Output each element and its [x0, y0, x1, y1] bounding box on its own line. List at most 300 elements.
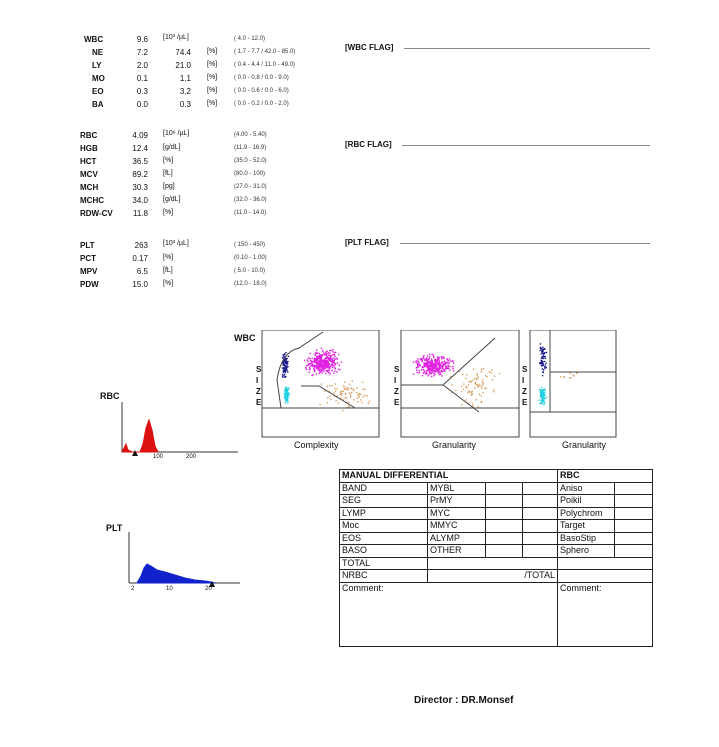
debris-dot — [539, 389, 540, 390]
neutrophil-dot — [452, 368, 453, 369]
eos-dot — [472, 405, 473, 406]
rbc-histogram — [118, 400, 240, 462]
eos-dot — [483, 368, 484, 369]
rbc-param-unit: [10⁶ /µL] — [163, 130, 190, 137]
neutrophil-dot — [428, 374, 429, 375]
neutrophil-dot — [427, 361, 428, 362]
eos-dot — [364, 395, 365, 396]
neutrophil-dot — [439, 372, 440, 373]
eos-dot — [477, 384, 478, 385]
eos-dot — [491, 372, 492, 373]
debris-dot — [284, 390, 285, 391]
baso-dot — [544, 361, 545, 362]
eos-dot — [478, 376, 479, 377]
eos-dot — [481, 386, 482, 387]
neutrophil-dot — [430, 365, 431, 366]
eos-dot — [463, 389, 464, 390]
ne-pct-unit: [%] — [207, 48, 218, 55]
eos-dot — [345, 388, 346, 389]
neutrophil-dot — [446, 367, 447, 368]
debris-dot — [287, 400, 288, 401]
neutrophil-dot — [332, 349, 333, 350]
neutrophil-dot — [321, 365, 322, 366]
eos-dot — [481, 369, 482, 370]
neutrophil-dot — [441, 371, 442, 372]
baso-dot — [541, 353, 542, 354]
neutrophil-dot — [433, 357, 434, 358]
rbc-param-label: RBC — [80, 131, 98, 140]
eos-dot — [340, 391, 341, 392]
rbc-cell[interactable] — [615, 482, 653, 495]
neutrophil-dot — [307, 365, 308, 366]
neutrophil-dot — [316, 362, 317, 363]
debris-dot — [288, 388, 289, 389]
eos-dot — [471, 395, 472, 396]
neutrophil-dot — [440, 374, 441, 375]
neutrophil-dot — [433, 370, 434, 371]
neutrophil-dot — [447, 364, 448, 365]
eos-dot — [360, 399, 361, 400]
neutrophil-dot — [335, 368, 336, 369]
eo-label: EO — [92, 87, 104, 96]
eos-dot — [466, 374, 467, 375]
manual-differential-table — [339, 469, 653, 647]
lymph-dot — [286, 363, 287, 364]
neutrophil-dot — [310, 366, 311, 367]
lymph-dot — [285, 352, 286, 353]
baso-dot — [540, 348, 541, 349]
neutrophil-dot — [318, 369, 319, 370]
size-axis-3 — [522, 364, 528, 408]
neutrophil-dot — [442, 365, 443, 366]
eos-dot — [481, 402, 482, 403]
eos-dot — [461, 391, 462, 392]
neutrophil-dot — [322, 354, 323, 355]
md-cell[interactable] — [486, 545, 523, 558]
lymph-dot — [288, 356, 289, 357]
neutrophil-dot — [426, 357, 427, 358]
pct-unit: [%] — [163, 254, 174, 261]
neutrophil-dot — [312, 358, 313, 359]
plt-hist-tick-10: 10 — [166, 586, 173, 592]
eos-dot — [483, 383, 484, 384]
neutrophil-dot — [334, 363, 335, 364]
eos-dot — [360, 394, 361, 395]
md-total-value[interactable] — [428, 557, 558, 570]
eos-dot — [342, 410, 343, 411]
md-cell[interactable] — [486, 495, 523, 508]
neutrophil-dot — [325, 353, 326, 354]
eos-dot — [493, 391, 494, 392]
neutrophil-dot — [437, 367, 438, 368]
eos-dot — [476, 379, 477, 380]
baso-dot — [543, 358, 544, 359]
eos-dot — [341, 394, 342, 395]
md-cell[interactable] — [523, 507, 558, 520]
md-cell[interactable] — [486, 507, 523, 520]
neutrophil-dot — [334, 360, 335, 361]
size-letter: S — [256, 365, 262, 374]
debris-dot — [540, 396, 541, 397]
neutrophil-dot — [430, 361, 431, 362]
rbc-flag-line — [402, 145, 650, 146]
md-cell[interactable] — [523, 482, 558, 495]
md-cell[interactable] — [523, 520, 558, 533]
md-other: OTHER — [428, 545, 486, 558]
neutrophil-dot — [425, 372, 426, 373]
lymph-dot — [287, 371, 288, 372]
eos-dot — [351, 388, 352, 389]
ba-percent: 0.3 — [179, 100, 191, 109]
neutrophil-dot — [315, 361, 316, 362]
size-letter: I — [394, 376, 397, 385]
scatter1-xlabel: Complexity — [294, 440, 339, 450]
neutrophil-dot — [419, 372, 420, 373]
neutrophil-dot — [319, 356, 320, 357]
lymph-dot — [284, 368, 285, 369]
neutrophil-dot — [306, 365, 307, 366]
neutrophil-dot — [416, 370, 417, 371]
eos-dot — [462, 374, 463, 375]
neutrophil-dot — [318, 366, 319, 367]
ly-percent: 21.0 — [175, 61, 191, 70]
baso-dot — [541, 360, 542, 361]
neutrophil-dot — [426, 370, 427, 371]
baso-dot — [544, 356, 545, 357]
rbc-blank — [558, 570, 653, 583]
other-dot — [560, 376, 561, 377]
eos-dot — [494, 375, 495, 376]
size-letter: Z — [256, 387, 261, 396]
rbc-aniso: Aniso — [558, 482, 615, 495]
md-nrbc: NRBC — [340, 570, 428, 583]
neutrophil-dot — [429, 364, 430, 365]
neutrophil-dot — [332, 351, 333, 352]
md-mmyc: MMYC — [428, 520, 486, 533]
eos-dot — [465, 378, 466, 379]
neutrophil-dot — [337, 362, 338, 363]
neutrophil-dot — [431, 358, 432, 359]
lymph-dot — [283, 375, 284, 376]
neutrophil-dot — [423, 355, 424, 356]
ly-pct-unit: [%] — [207, 61, 218, 68]
neutrophil-dot — [321, 372, 322, 373]
eos-dot — [472, 380, 473, 381]
neutrophil-dot — [329, 373, 330, 374]
neutrophil-dot — [323, 353, 324, 354]
lymph-dot — [286, 358, 287, 359]
rbc-cell[interactable] — [615, 532, 653, 545]
eos-dot — [461, 386, 462, 387]
neutrophil-dot — [453, 370, 454, 371]
eos-dot — [347, 387, 348, 388]
size-letter: E — [256, 398, 262, 407]
eos-dot — [349, 405, 350, 406]
neutrophil-dot — [439, 360, 440, 361]
rbc-morph-title: RBC — [558, 470, 653, 483]
neutrophil-dot — [308, 357, 309, 358]
neutrophil-dot — [317, 359, 318, 360]
neutrophil-dot — [423, 356, 424, 357]
neutrophil-dot — [330, 355, 331, 356]
neutrophil-dot — [413, 374, 414, 375]
neutrophil-dot — [417, 366, 418, 367]
neutrophil-dot — [447, 366, 448, 367]
md-cell[interactable] — [523, 545, 558, 558]
md-cell[interactable] — [523, 532, 558, 545]
director-signature: Director : DR.Monsef — [414, 695, 514, 706]
wbc-flag: [WBC FLAG] — [345, 43, 394, 52]
eos-dot — [332, 385, 333, 386]
eos-dot — [349, 393, 350, 394]
rbc-cell[interactable] — [615, 520, 653, 533]
neutrophil-dot — [421, 359, 422, 360]
eo-pct-unit: [%] — [207, 87, 218, 94]
neutrophil-dot — [436, 359, 437, 360]
mcv-label: MCV — [80, 170, 98, 179]
eos-dot — [362, 396, 363, 397]
baso-dot — [542, 347, 543, 348]
neutrophil-dot — [448, 368, 449, 369]
pdw-unit: [%] — [163, 280, 174, 287]
neutrophil-dot — [309, 358, 310, 359]
debris-dot — [538, 400, 539, 401]
neutrophil-dot — [444, 369, 445, 370]
debris-dot — [285, 402, 286, 403]
scatter-panel-2 — [401, 330, 519, 437]
rbc-cell[interactable] — [615, 507, 653, 520]
neutrophil-dot — [452, 366, 453, 367]
neutrophil-dot — [451, 361, 452, 362]
eos-dot — [369, 401, 370, 402]
rbc-param-value: 4.09 — [132, 131, 148, 140]
rbc-cell[interactable] — [615, 495, 653, 508]
neutrophil-dot — [309, 369, 310, 370]
neutrophil-dot — [444, 362, 445, 363]
baso-dot — [545, 368, 546, 369]
hgb-range: (11.9 - 16.9) — [234, 145, 267, 151]
mcv-value: 89.2 — [132, 170, 148, 179]
neutrophil-dot — [321, 363, 322, 364]
neutrophil-dot — [327, 370, 328, 371]
lymph-dot — [287, 361, 288, 362]
mo-value: 0.1 — [136, 74, 148, 83]
md-myc: MYC — [428, 507, 486, 520]
neutrophil-dot — [325, 362, 326, 363]
scatter2-xlabel: Granularity — [432, 440, 477, 450]
neutrophil-dot — [309, 372, 310, 373]
neutrophil-dot — [419, 365, 420, 366]
neutrophil-dot — [323, 369, 324, 370]
neutrophil-dot — [316, 352, 317, 353]
mcv-unit: [fL] — [163, 170, 173, 177]
debris-dot — [284, 393, 285, 394]
neutrophil-dot — [325, 373, 326, 374]
neutrophil-dot — [336, 371, 337, 372]
neutrophil-dot — [429, 358, 430, 359]
md-lymp: LYMP — [340, 507, 428, 520]
debris-dot — [542, 393, 543, 394]
neutrophil-dot — [449, 358, 450, 359]
neutrophil-dot — [431, 376, 432, 377]
lymph-dot — [283, 368, 284, 369]
md-cell[interactable] — [486, 482, 523, 495]
eos-dot — [330, 399, 331, 400]
ly-range: ( 0.4 - 4.4 / 11.0 - 49.0) — [234, 62, 295, 68]
eos-dot — [338, 402, 339, 403]
neutrophil-dot — [337, 359, 338, 360]
neutrophil-dot — [341, 361, 342, 362]
comment-left[interactable]: Comment: — [340, 582, 558, 646]
debris-dot — [546, 397, 547, 398]
neutrophil-dot — [427, 363, 428, 364]
baso-dot — [540, 343, 541, 344]
lymph-dot — [284, 353, 285, 354]
eos-dot — [350, 396, 351, 397]
rbc-histogram-label: RBC — [100, 391, 120, 401]
lymph-dot — [282, 357, 283, 358]
neutrophil-dot — [442, 357, 443, 358]
md-cell[interactable] — [486, 532, 523, 545]
plt-param-unit: [10³ /µL] — [163, 240, 189, 247]
lymph-dot — [286, 365, 287, 366]
neutrophil-dot — [316, 349, 317, 350]
hgb-unit: [g/dL] — [163, 144, 181, 151]
neutrophil-dot — [318, 373, 319, 374]
neutrophil-dot — [434, 374, 435, 375]
neutrophil-dot — [433, 373, 434, 374]
rbc-cell[interactable] — [615, 545, 653, 558]
neutrophil-dot — [423, 373, 424, 374]
neutrophil-dot — [312, 361, 313, 362]
ne-range: ( 1.7 - 7.7 / 42.0 - 85.0) — [234, 49, 296, 55]
neutrophil-dot — [433, 367, 434, 368]
neutrophil-dot — [440, 367, 441, 368]
eos-dot — [470, 381, 471, 382]
ba-value: 0.0 — [136, 100, 148, 109]
neutrophil-dot — [438, 372, 439, 373]
mpv-range: ( 5.0 - 10.0) — [234, 268, 266, 274]
lymph-dot — [285, 369, 286, 370]
md-cell[interactable] — [486, 520, 523, 533]
eos-dot — [368, 403, 369, 404]
mch-unit: [pg] — [163, 183, 175, 190]
neutrophil-dot — [329, 353, 330, 354]
neutrophil-dot — [329, 350, 330, 351]
scatter-wbc-label: WBC — [234, 333, 256, 343]
baso-dot — [543, 365, 544, 366]
eos-dot — [468, 384, 469, 385]
debris-dot — [544, 395, 545, 396]
wbc-range: ( 4.0 - 12.0) — [234, 36, 266, 42]
eos-dot — [474, 378, 475, 379]
neutrophil-dot — [319, 361, 320, 362]
md-cell[interactable] — [523, 495, 558, 508]
neutrophil-dot — [304, 360, 305, 361]
debris-dot — [540, 392, 541, 393]
wbc-value: 9.6 — [136, 35, 148, 44]
mchc-range: (32.0 - 36.0) — [234, 197, 267, 203]
eos-dot — [472, 403, 473, 404]
neutrophil-dot — [416, 372, 417, 373]
eos-dot — [329, 396, 330, 397]
neutrophil-dot — [423, 362, 424, 363]
baso-dot — [539, 350, 540, 351]
pct-value: 0.17 — [132, 254, 148, 263]
other-dot — [572, 374, 573, 375]
size-letter: I — [522, 376, 525, 385]
neutrophil-dot — [316, 357, 317, 358]
neutrophil-dot — [423, 366, 424, 367]
eos-dot — [346, 397, 347, 398]
neutrophil-dot — [331, 355, 332, 356]
lymph-dot — [282, 374, 283, 375]
neutrophil-dot — [323, 367, 324, 368]
neutrophil-dot — [323, 371, 324, 372]
rbc-poikil: Poikil — [558, 495, 615, 508]
eos-dot — [482, 379, 483, 380]
eos-dot — [345, 394, 346, 395]
neutrophil-dot — [441, 375, 442, 376]
neutrophil-dot — [446, 368, 447, 369]
rbc-polychrom: Polychrom — [558, 507, 615, 520]
scatter-plots — [255, 330, 617, 438]
plt-hist-curve — [137, 564, 215, 583]
mpv-unit: [fL] — [163, 267, 173, 274]
wbc-label: WBC — [84, 35, 104, 44]
pdw-range: (12.0 - 18.0) — [234, 281, 267, 287]
other-dot — [563, 377, 564, 378]
neutrophil-dot — [441, 356, 442, 357]
plt-histogram — [125, 530, 243, 588]
baso-dot — [545, 363, 546, 364]
ne-label: NE — [92, 48, 104, 57]
eos-dot — [478, 386, 479, 387]
neutrophil-dot — [429, 354, 430, 355]
neutrophil-dot — [326, 355, 327, 356]
neutrophil-dot — [424, 364, 425, 365]
neutrophil-dot — [329, 360, 330, 361]
eos-dot — [485, 388, 486, 389]
plt-hist-tick-20: 20 — [205, 586, 212, 592]
neutrophil-dot — [449, 362, 450, 363]
eos-dot — [334, 388, 335, 389]
neutrophil-dot — [441, 370, 442, 371]
comment-right[interactable]: Comment: — [558, 582, 653, 646]
other-dot — [569, 377, 570, 378]
neutrophil-dot — [328, 357, 329, 358]
neutrophil-dot — [413, 362, 414, 363]
neutrophil-dot — [432, 363, 433, 364]
neutrophil-dot — [330, 356, 331, 357]
neutrophil-dot — [329, 366, 330, 367]
neutrophil-dot — [431, 362, 432, 363]
eos-dot — [362, 382, 363, 383]
neutrophil-dot — [434, 366, 435, 367]
neutrophil-dot — [433, 375, 434, 376]
eos-dot — [475, 383, 476, 384]
md-moc: Moc — [340, 520, 428, 533]
neutrophil-dot — [316, 366, 317, 367]
neutrophil-dot — [311, 375, 312, 376]
neutrophil-dot — [428, 369, 429, 370]
size-letter: S — [394, 365, 400, 374]
neutrophil-dot — [424, 371, 425, 372]
debris-dot — [287, 388, 288, 389]
neutrophil-dot — [432, 367, 433, 368]
baso-dot — [545, 358, 546, 359]
eos-dot — [478, 406, 479, 407]
